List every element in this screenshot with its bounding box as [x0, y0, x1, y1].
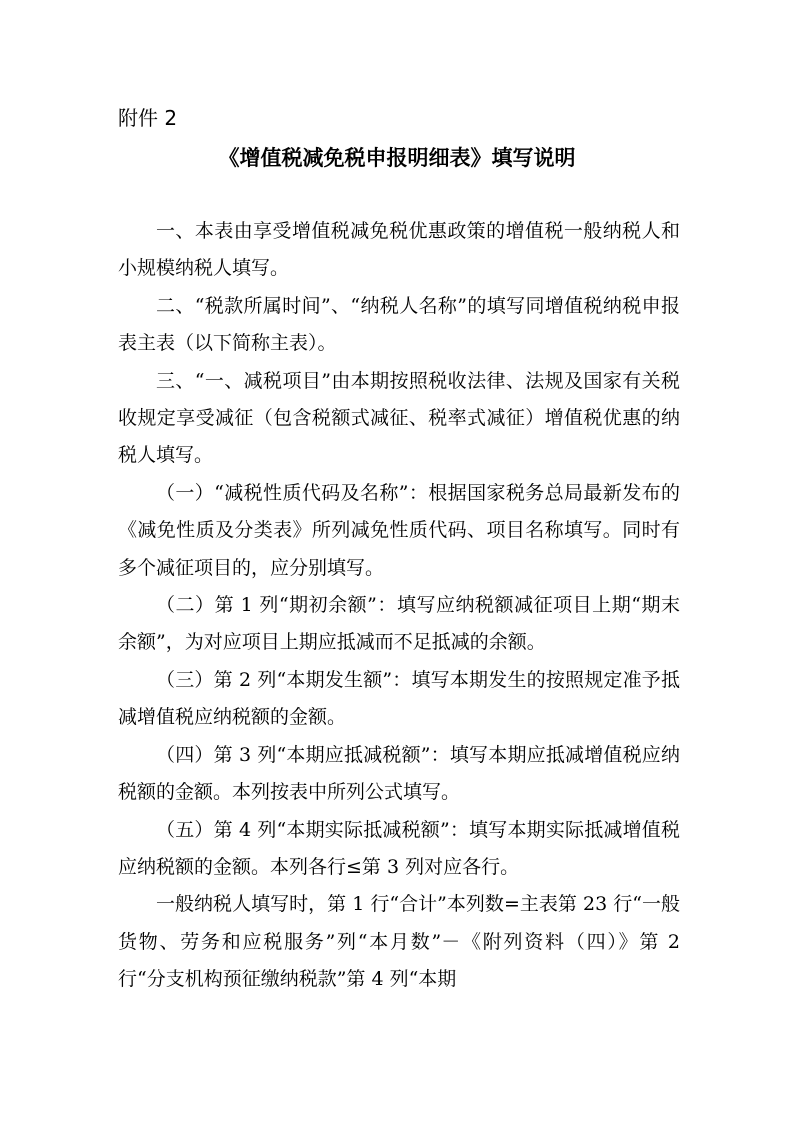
paragraph-5: （二）第 1 列“期初余额”：填写应纳税额减征项目上期“期末余额”，为对应项目上期应抵减而不足抵减的余额。 — [118, 594, 680, 654]
paragraph-4: （一）“减税性质代码及名称”：根据国家税务总局最新发布的《减免性质及分类表》所列减免性质代码、项目名称填写。同时有多个减征项目的，应分别填写。 — [118, 481, 680, 579]
paragraph-3: 三、“一、减税项目”由本期按照税收法律、法规及国家有关税收规定享受减征（包含税额式减征、税率式减征）增值税优惠的纳税人填写。 — [118, 369, 680, 467]
paragraph-9: 一般纳税人填写时，第 1 行“合计”本列数=主表第 23 行“一般货物、劳务和应税服务”列“本月数”－《附列资料（四）》第 2 行“分支机构预征缴纳税款”第 4 列“本期 — [118, 893, 680, 991]
attachment-label: 附件 2 — [118, 106, 178, 130]
paragraph-1: 一、本表由享受增值税减免税优惠政策的增值税一般纳税人和小规模纳税人填写。 — [118, 220, 680, 280]
document-body — [118, 213, 680, 999]
document-title: 《增值税减免税申报明细表》填写说明 — [218, 146, 576, 170]
paragraph-2: 二、“税款所属时间”、“纳税人名称”的填写同增值税纳税申报表主表（以下简称主表）。 — [118, 294, 680, 355]
paragraph-6: （三）第 2 列“本期发生额”：填写本期发生的按照规定准予抵减增值税应纳税额的金额。 — [118, 668, 680, 729]
paragraph-7: （四）第 3 列“本期应抵减税额”：填写本期应抵减增值税应纳税额的金额。本列按表中所列公式填写。 — [118, 743, 680, 804]
paragraph-8: （五）第 4 列“本期实际抵减税额”：填写本期实际抵减增值税应纳税额的金额。本列各行≤第 3 列对应各行。 — [118, 818, 680, 878]
